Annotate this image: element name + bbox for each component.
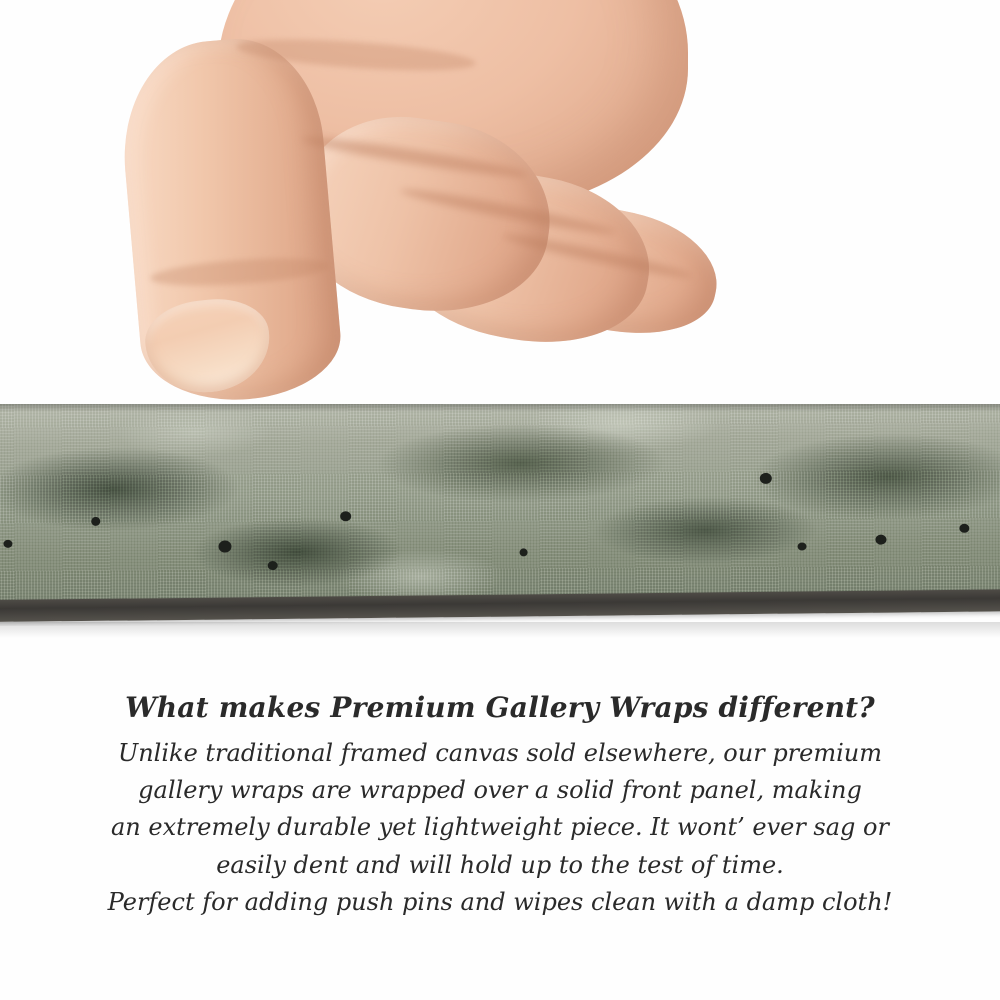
canvas-speck (268, 561, 278, 570)
canvas-wrap-edge (0, 404, 1000, 626)
canvas-speck (959, 524, 969, 533)
caption-block (0, 690, 1000, 921)
canvas-top-shadow (0, 404, 1000, 412)
canvas-speck (91, 517, 100, 526)
canvas-speck (340, 511, 351, 521)
caption-line-1: Unlike traditional framed canvas sold elsewhere, our premium (117, 739, 882, 767)
caption-line-5: Perfect for adding push pins and wipes clean with a damp cloth! (107, 887, 893, 916)
canvas-speck (3, 540, 12, 548)
canvas-drop-shadow (0, 622, 1000, 638)
canvas-speck (797, 542, 806, 550)
canvas-speck (218, 540, 231, 552)
caption-heading: What makes Premium Gallery Wraps different? (125, 691, 875, 724)
canvas-speck (520, 548, 528, 556)
canvas-print-surface (0, 404, 1000, 620)
caption-line-4: easily dent and will hold up to the test of time. (216, 850, 784, 879)
canvas-weave-texture (0, 404, 1000, 620)
caption-line-2: gallery wraps are wrapped over a solid front panel, making (138, 776, 862, 805)
caption-line-3: an extremely durable yet lightweight piece. It wont’ ever sag or (111, 813, 889, 842)
canvas-speck (875, 535, 886, 545)
canvas-speck (760, 473, 772, 484)
hand-photo (0, 0, 1000, 410)
